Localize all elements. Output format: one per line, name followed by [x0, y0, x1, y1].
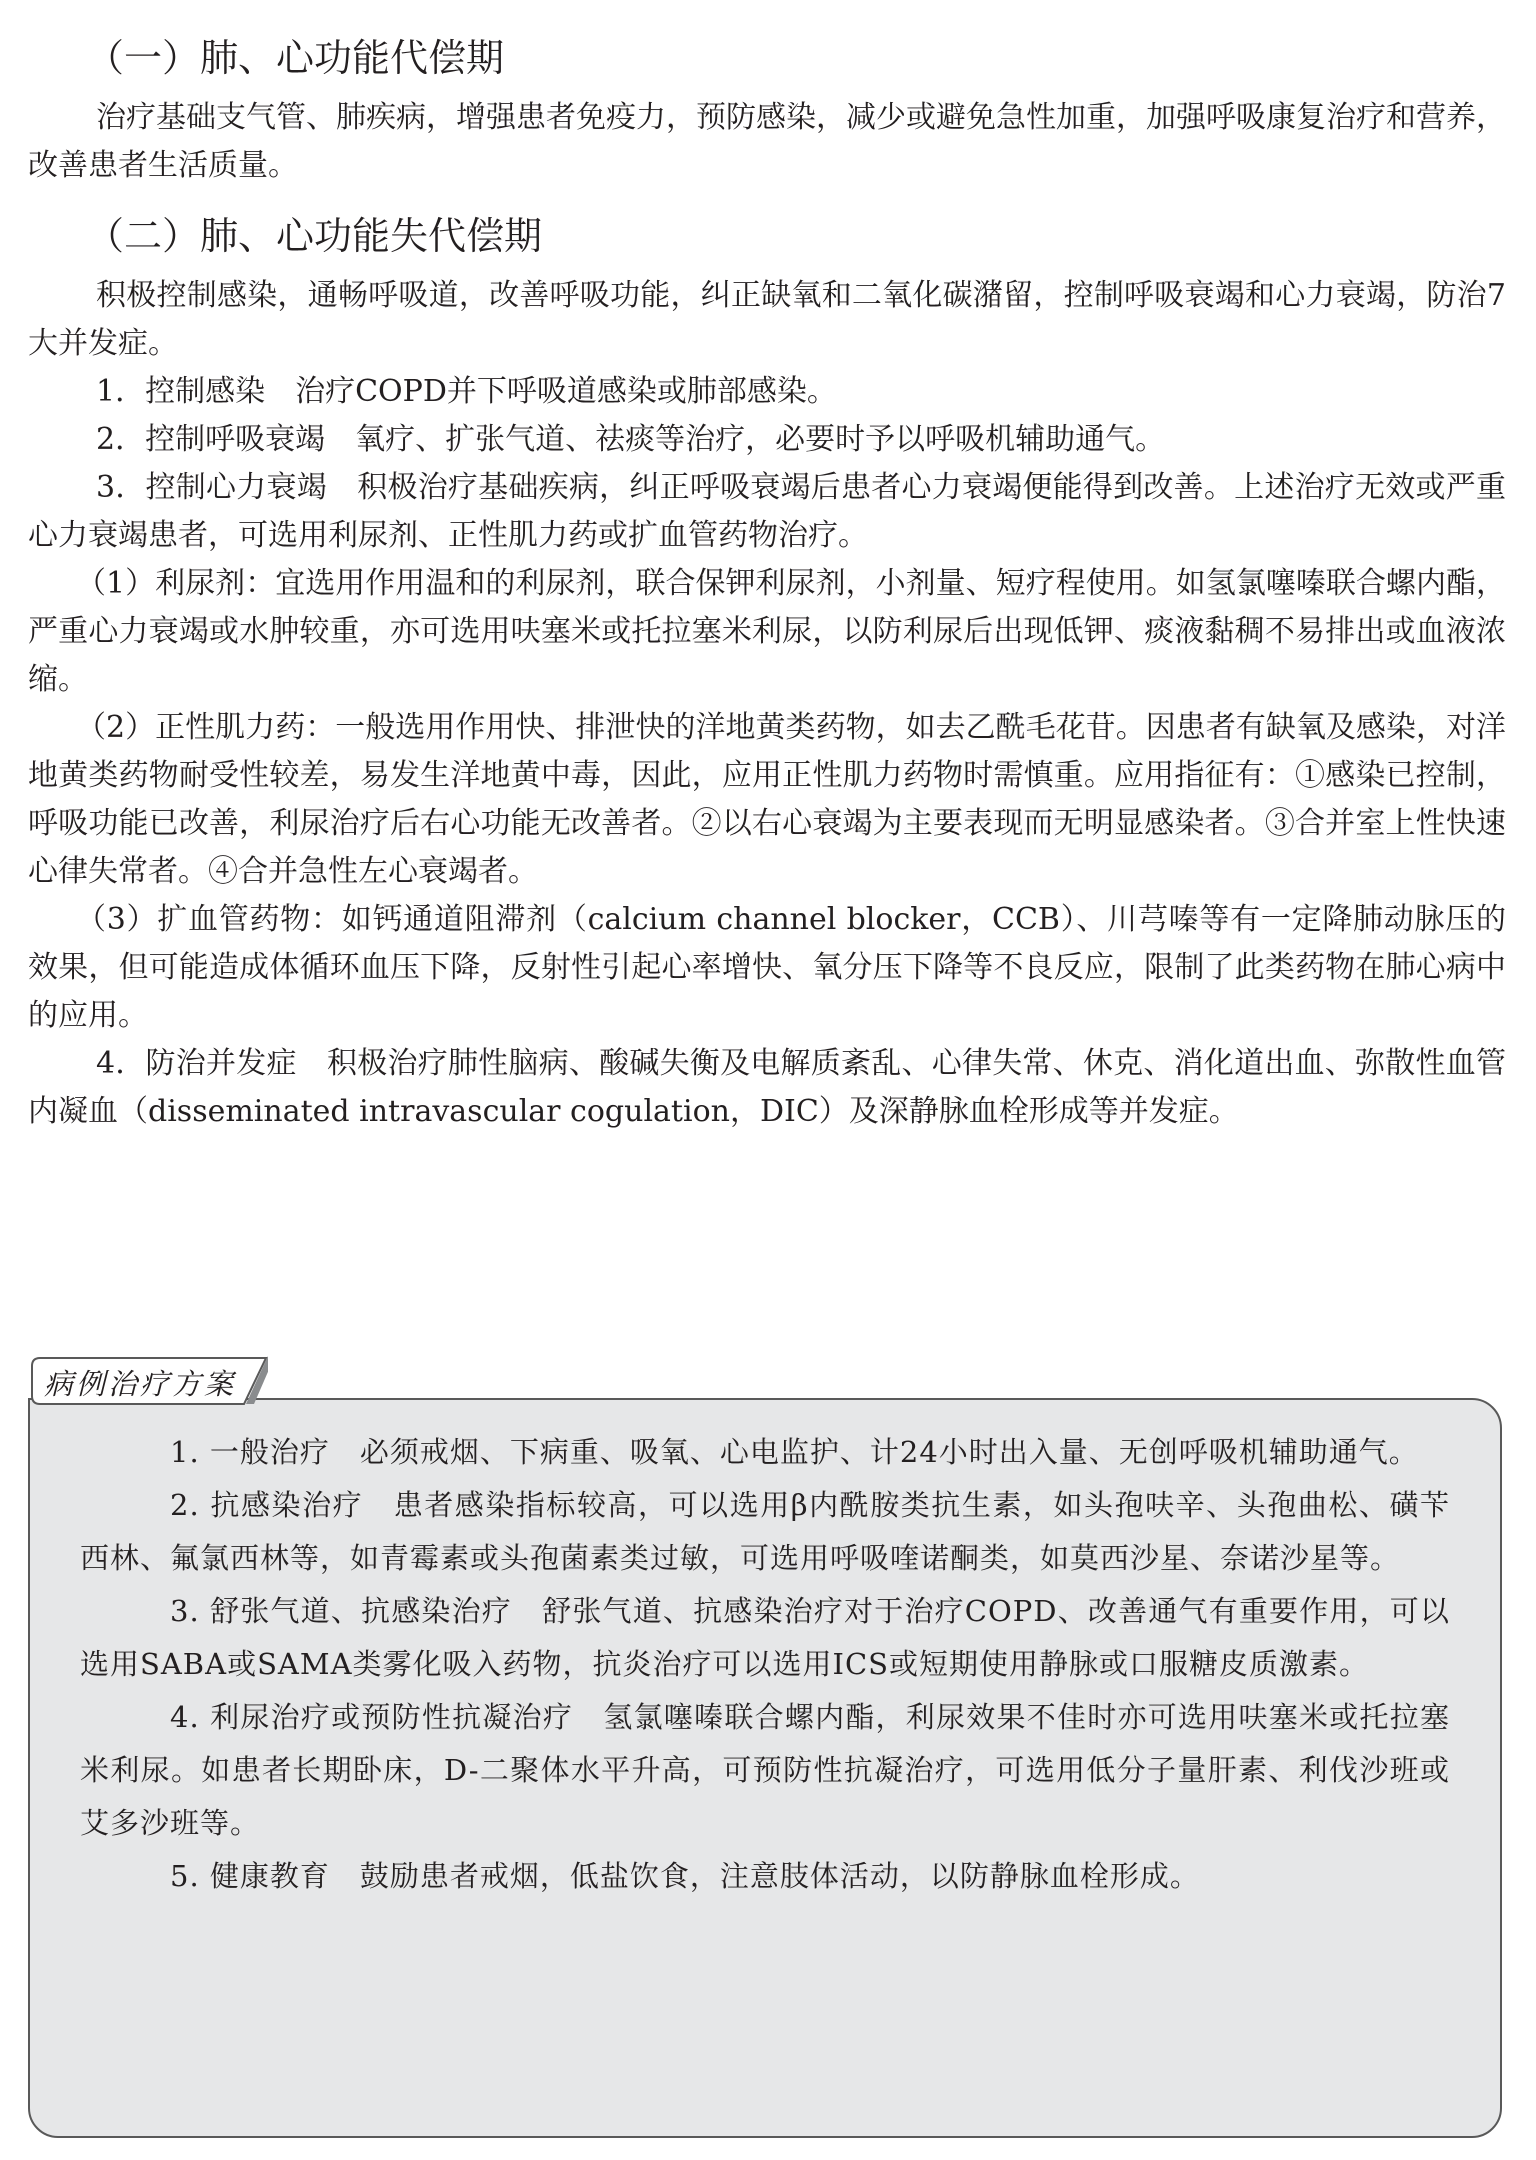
paragraph-decompensated-intro: 积极控制感染，通畅呼吸道，改善呼吸功能，纠正缺氧和二氧化碳潴留，控制呼吸衰竭和心力衰竭，防治7大并发症。: [28, 278, 1506, 361]
section-heading-decompensated: （二）肺、心功能失代偿期: [86, 214, 543, 258]
case-item: 2. 抗感染治疗 患者感染指标较高，可以选用β内酰胺类抗生素，如头孢呋辛、头孢曲松、磺苄西林、氟氯西林等，如青霉素或头孢菌素类过敏，可选用呼吸喹诺酮类，如莫西沙星、奈诺沙星等。: [80, 1488, 1450, 1575]
subitem-inotropes: （2）正性肌力药：一般选用作用快、排泄快的洋地黄类药物，如去乙酰毛花苷。因患者有缺氧及感染，对洋地黄类药物耐受性较差，易发生洋地黄中毒，因此，应用正性肌力药物时需慎重。应用指征有：①感染已控制，呼吸功能已改善，利尿治疗后右心功能无改善者。②以右心衰竭为主要表现而无明显感染者。③合并室上性快速心律失常者。④合并急性左心衰竭者。: [28, 710, 1506, 889]
case-item: 3. 舒张气道、抗感染治疗 舒张气道、抗感染治疗对于治疗COPD、改善通气有重要作用，可以选用SABA或SAMA类雾化吸入药物，抗炎治疗可以选用ICS或短期使用静脉或口服糖皮质激素。: [80, 1594, 1450, 1681]
case-item: 1. 一般治疗 必须戒烟、下病重、吸氧、心电监护、计24小时出入量、无创呼吸机辅助通气。: [170, 1435, 1419, 1469]
case-treatment-tab: [28, 1354, 268, 1406]
case-treatment-tab-label: 病例治疗方案: [44, 1367, 237, 1401]
case-treatment-box: [28, 1398, 1502, 2138]
subitem-diuretics: （1）利尿剂：宜选用作用温和的利尿剂，联合保钾利尿剂，小剂量、短疗程使用。如氢氯噻嗪联合螺内酯，严重心力衰竭或水肿较重，亦可选用呋塞米或托拉塞米利尿，以防利尿后出现低钾、痰液黏稠不易排出或血液浓缩。: [28, 566, 1506, 697]
item-control-infection: 1．控制感染 治疗COPD并下呼吸道感染或肺部感染。: [96, 374, 837, 409]
item-control-respiratory-failure: 2．控制呼吸衰竭 氧疗、扩张气道、祛痰等治疗，必要时予以呼吸机辅助通气。: [96, 422, 1166, 457]
paragraph-compensated: 治疗基础支气管、肺疾病，增强患者免疫力，预防感染，减少或避免急性加重，加强呼吸康复治疗和营养，改善患者生活质量。: [28, 100, 1506, 183]
section-heading-compensated: （一）肺、心功能代偿期: [86, 36, 505, 80]
item-prevent-complications: 4．防治并发症 积极治疗肺性脑病、酸碱失衡及电解质紊乱、心律失常、休克、消化道出血、弥散性血管内凝血（disseminated intravascular cogulation，DIC）及深静脉血栓形成等并发症。: [28, 1046, 1506, 1129]
case-item: 5. 健康教育 鼓励患者戒烟，低盐饮食，注意肢体活动，以防静脉血栓形成。: [170, 1859, 1200, 1893]
item-control-heart-failure: 3．控制心力衰竭 积极治疗基础疾病，纠正呼吸衰竭后患者心力衰竭便能得到改善。上述治疗无效或严重心力衰竭患者，可选用利尿剂、正性肌力药或扩血管药物治疗。: [28, 470, 1506, 553]
subitem-vasodilators: （3）扩血管药物：如钙通道阻滞剂（calcium channel blocker，CCB）、川芎嗪等有一定降肺动脉压的效果，但可能造成体循环血压下降，反射性引起心率增快、氧分压下降等不良反应，限制了此类药物在肺心病中的应用。: [28, 902, 1506, 1033]
main-text: [28, 32, 1506, 1136]
case-item: 4. 利尿治疗或预防性抗凝治疗 氢氯噻嗪联合螺内酯，利尿效果不佳时亦可选用呋塞米或托拉塞米利尿。如患者长期卧床，D-二聚体水平升高，可预防性抗凝治疗，可选用低分子量肝素、利伐沙班或艾多沙班等。: [80, 1700, 1450, 1840]
case-treatment-list: [80, 1426, 1450, 1903]
